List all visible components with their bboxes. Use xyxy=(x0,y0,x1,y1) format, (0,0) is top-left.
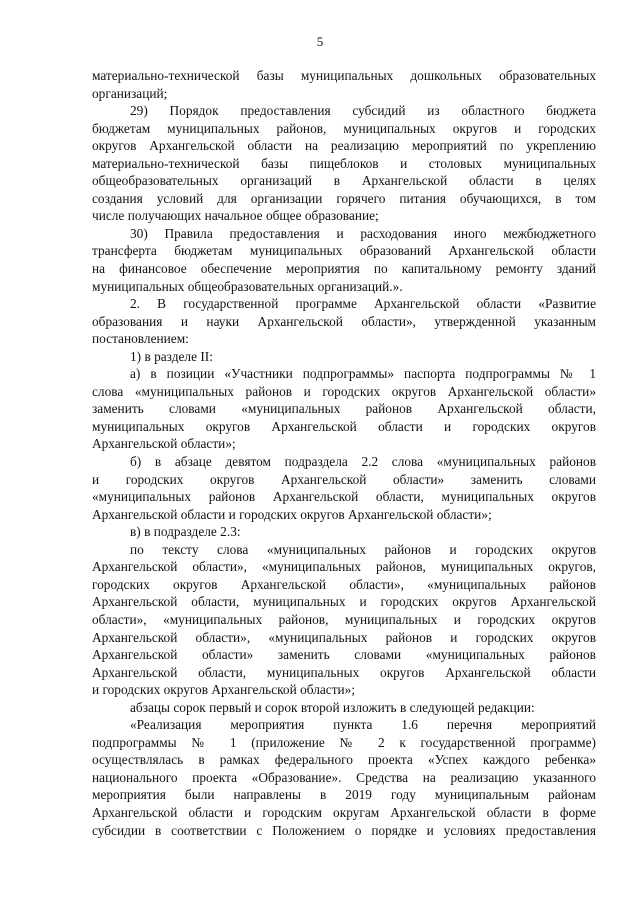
text-line: Архангельской области, муниципальных округов Архангельской области xyxy=(92,664,596,680)
text-line: Архангельской области и городских округов Архангельской области»; xyxy=(92,506,492,522)
text-line: округов Архангельской области на реализацию мероприятий по укреплению xyxy=(92,138,596,154)
text-line: а) в позиции «Участники подпрограммы» паспорта подпрограммы № 1 xyxy=(130,366,596,382)
text-line: организаций; xyxy=(92,85,168,101)
text-line: и городских округов Архангельской области»; xyxy=(92,682,356,698)
text-line: субсидии в соответствии с Положением о порядке и условиях предоставления xyxy=(92,822,596,838)
text-line: Архангельской области, муниципальных и городских округов Архангельской xyxy=(92,594,596,610)
text-line: в) в подразделе 2.3: xyxy=(130,524,241,540)
text-line: Архангельской области» заменить словами «муниципальных районов xyxy=(92,647,596,663)
text-line: числе получающих начальное общее образование; xyxy=(92,208,379,224)
text-line: «Реализация мероприятия пункта 1.6 перечня мероприятий xyxy=(130,717,596,733)
text-line: на финансовое обеспечение мероприятия по капитальному ремонту зданий xyxy=(92,261,596,277)
text-line: мероприятия были направлены в 2019 году муниципальным районам xyxy=(92,787,596,803)
text-line: 1) в разделе II: xyxy=(130,348,213,364)
text-line: б) в абзаце девятом подраздела 2.2 слова «муниципальных районов xyxy=(130,454,596,470)
page-number: 5 xyxy=(316,34,324,49)
text-line: муниципальных округов Архангельской области и городских округов xyxy=(92,418,596,434)
text-line: Архангельской области и городским округам Архангельской области в форме xyxy=(92,804,596,820)
text-line: национального проекта «Образование». Средства на реализацию указанного xyxy=(92,769,596,785)
text-line: по тексту слова «муниципальных районов и городских округов xyxy=(130,541,596,557)
text-line: Архангельской области», «муниципальных районов, муниципальных округов, xyxy=(92,559,596,575)
text-line: Архангельской области»; xyxy=(92,436,236,452)
text-line: абзацы сорок первый и сорок второй изложить в следующей редакции: xyxy=(130,699,535,715)
document-body xyxy=(92,67,596,839)
text-line: заменить словами «муниципальных районов Архангельской области, xyxy=(92,401,596,417)
text-line: 2. В государственной программе Архангельской области «Развитие xyxy=(130,296,596,312)
text-line: материально-технической базы муниципальных дошкольных образовательных xyxy=(92,68,596,83)
text-line: 30) Правила предоставления и расходования иного межбюджетного xyxy=(130,225,596,241)
text-line: 29) Порядок предоставления субсидий из областного бюджета xyxy=(130,103,596,119)
text-line: слова «муниципальных районов и городских округов Архангельской области» xyxy=(92,383,596,399)
text-line: «муниципальных районов Архангельской области, муниципальных округов xyxy=(92,489,596,505)
text-line: образования и науки Архангельской области», утвержденной указанным xyxy=(92,313,596,329)
text-line: городских округов Архангельской области», «муниципальных районов xyxy=(92,576,596,592)
text-line: подпрограммы № 1 (приложение № 2 к государственной программе) xyxy=(92,734,596,750)
text-line: осуществлялась в рамках федерального проекта «Успех каждого ребенка» xyxy=(92,752,596,768)
text-line: трансферта бюджетам муниципальных образований Архангельской области xyxy=(92,243,596,259)
text-line: Архангельской области», «муниципальных районов и городских округов xyxy=(92,629,596,645)
text-line: и городских округов Архангельской области» заменить словами xyxy=(92,471,596,487)
text-line: бюджетам муниципальных районов, муниципальных округов и городских xyxy=(92,120,596,136)
text-line: создания условий для организации горячего питания обучающихся, в том xyxy=(92,190,596,206)
text-line: муниципальных общеобразовательных организаций.». xyxy=(92,278,403,294)
text-line: материально-технической базы пищеблоков и столовых муниципальных xyxy=(92,155,596,171)
text-line: общеобразовательных организаций в Архангельской области в целях xyxy=(92,173,596,189)
text-line: области», «муниципальных районов, муниципальных и городских округов xyxy=(92,611,596,627)
text-line: постановлением: xyxy=(92,331,189,347)
